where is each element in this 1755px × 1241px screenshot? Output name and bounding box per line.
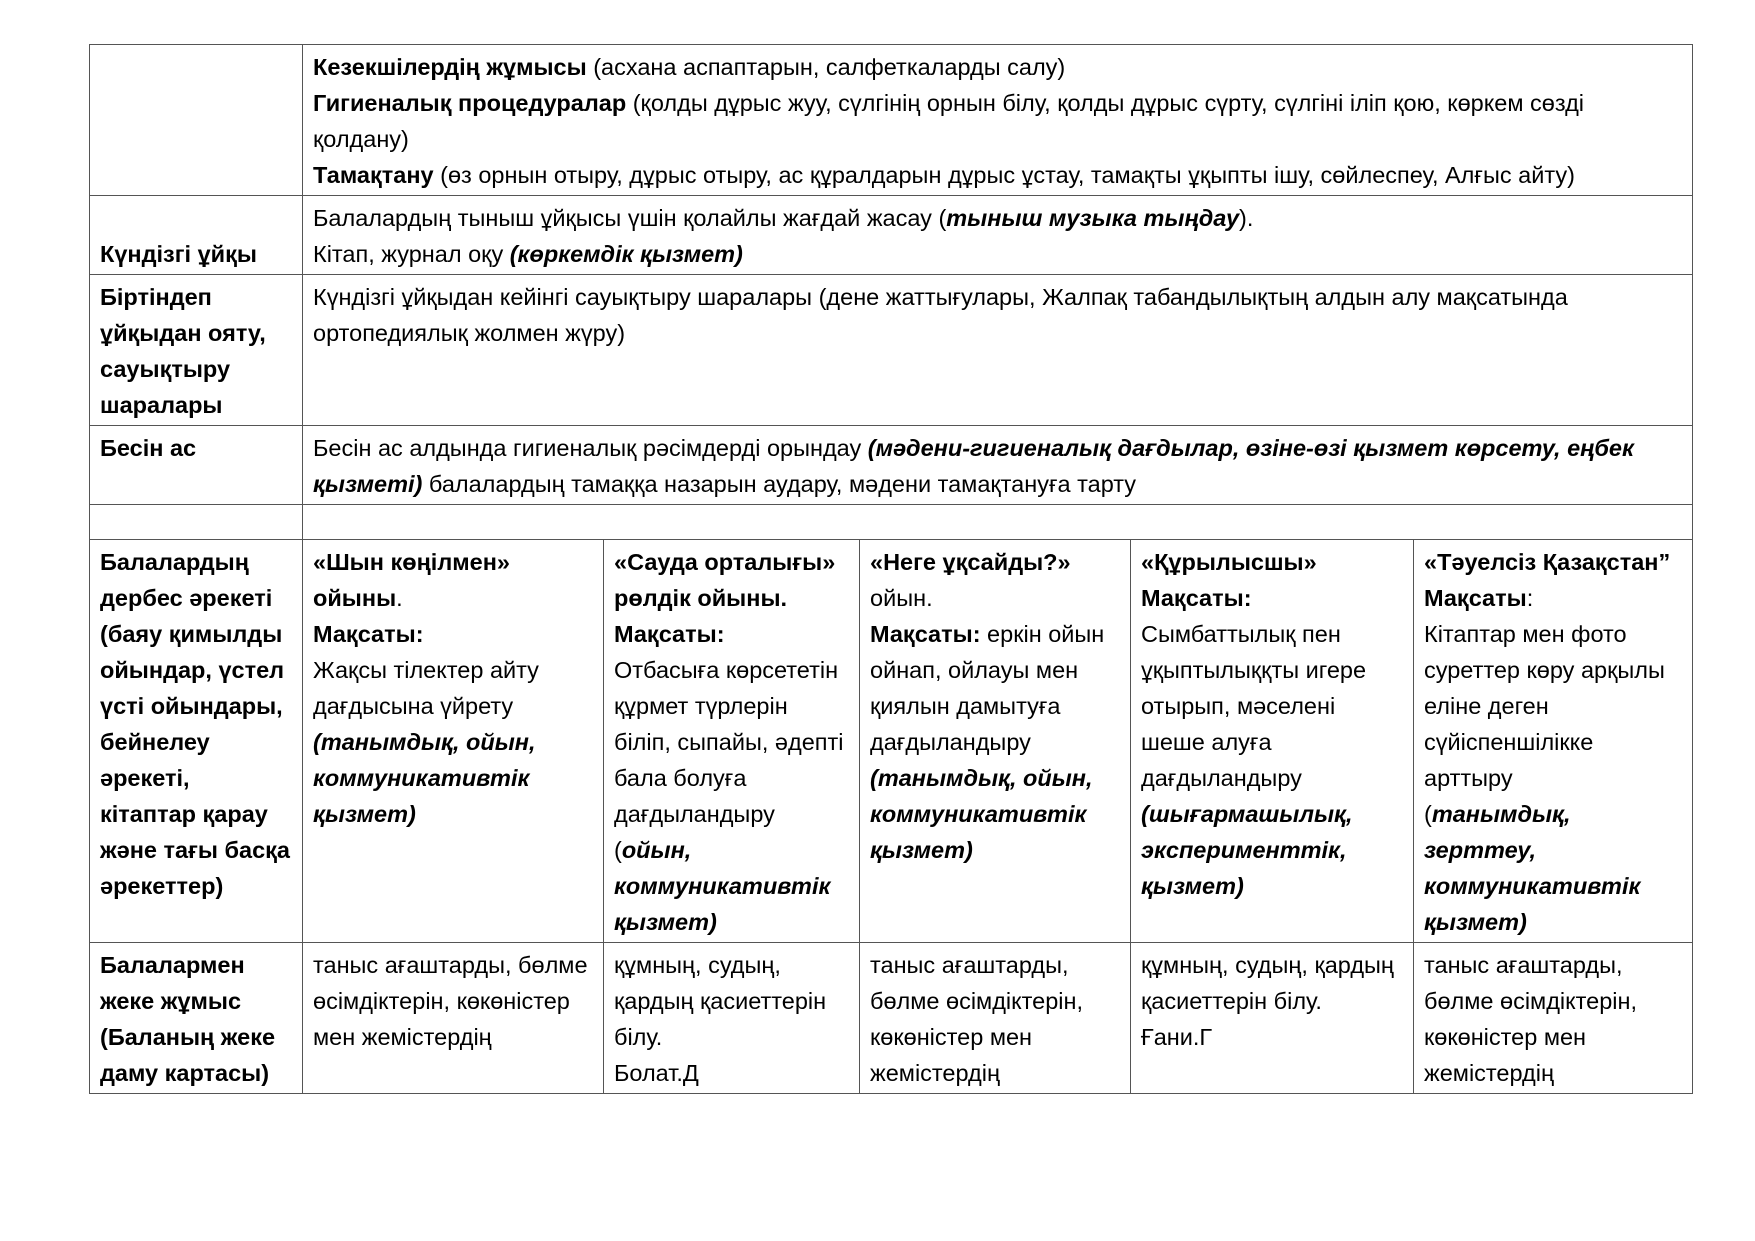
goal-label: Мақсаты: [870, 621, 981, 647]
goal-text: Жақсы тілектер айту дағдысына үйрету [313, 657, 539, 719]
activity-day-3 [860, 540, 1131, 943]
goal-label: Мақсаты: [614, 621, 725, 647]
individual-day-5: таныс ағаштарды, бөлме өсімдіктерін, көкөністер мен жемістердің [1414, 943, 1693, 1094]
meal-content [303, 45, 1693, 196]
activity-day-5 [1414, 540, 1693, 943]
goal-text: еркін ойын ойнап, ойлауы мен қиялын дамытуға дағдыландыру [870, 621, 1105, 755]
wakeup-label: Біртіндеп ұйқыдан ояту, сауықтыру шаралары [90, 275, 303, 426]
sleep-content [303, 196, 1693, 275]
individual-label: Балалармен жеке жұмыс (Баланың жеке даму картасы) [90, 943, 303, 1094]
goal-label: Мақсаты: [313, 621, 424, 647]
sleep-line2-text: Кітап, журнал оқу [313, 241, 510, 267]
individual-text: құмның, судың, қардың қасиеттерін білу. [614, 952, 827, 1050]
schedule-table [89, 44, 1693, 1094]
child-name: Болат.Д [614, 1060, 699, 1086]
meal-row [90, 45, 1693, 196]
activity-type: (шығармашылық, эксперименттік, қызмет) [1141, 801, 1353, 899]
goal-label: Мақсаты [1424, 585, 1527, 611]
activity-type-open: ( [1424, 801, 1432, 827]
empty-row [90, 505, 1693, 540]
activity-type: ойын, коммуникативтік қызмет) [614, 837, 831, 935]
empty-cell [90, 505, 303, 540]
snack-em: (мәдени-гигиеналық дағдылар, өзіне-өзі қызмет көрсету, еңбек қызметі) [313, 435, 1634, 497]
sleep-label: Күндізгі ұйқы [90, 196, 303, 275]
goal-text: Отбасыға көрсететін құрмет түрлерін біліп, сыпайы, әдепті бала болуға дағдыландыру [614, 657, 844, 827]
activity-row [90, 540, 1693, 943]
individual-text: құмның, судың, қардың қасиеттерін білу. [1141, 952, 1394, 1014]
activity-day-2 [604, 540, 860, 943]
eating-text: (өз орнын отыру, дұрыс отыру, ас құралдарын дұрыс ұстау, тамақты ұқыпты ішу, сөйлеспеу, Алғыс айту) [433, 162, 1575, 188]
sleep-line1-text: Балалардың тыныш ұйқысы үшін қолайлы жағдай жасау ( [313, 205, 947, 231]
activity-title: «Шын көңілмен» ойыны [313, 549, 510, 611]
activity-title-suffix: ойын. [870, 585, 933, 611]
activity-type: (танымдық, ойын, коммуникативтік қызмет) [313, 729, 536, 827]
activity-title: «Неге ұқсайды?» [870, 549, 1071, 575]
individual-row [90, 943, 1693, 1094]
activity-label: Балалардың дербес әрекеті (баяу қимылды ойындар, үстел үсті ойындары, бейнелеу әрекеті, кітаптар қарау және тағы басқа әрекеттер) [90, 540, 303, 943]
activity-type-open: ( [614, 837, 622, 863]
hygiene-title: Гигиеналық процедуралар [313, 90, 627, 116]
activity-title-suffix: . [396, 585, 403, 611]
meal-label [90, 45, 303, 196]
goal-text: Кітаптар мен фото суреттер көру арқылы еліне деген сүйіспеншілікке арттыру [1424, 621, 1665, 791]
wakeup-row [90, 275, 1693, 426]
activity-day-1 [303, 540, 604, 943]
snack-text1: Бесін ас алдында гигиеналық рәсімдерді орындау [313, 435, 868, 461]
individual-day-4 [1131, 943, 1414, 1094]
sleep-line1-em: тыныш музыка тыңдау [946, 205, 1240, 231]
snack-content [303, 426, 1693, 505]
empty-cell [303, 505, 1693, 540]
sleep-row [90, 196, 1693, 275]
snack-text2: балалардың тамаққа назарын аудару, мәдени тамақтануға тарту [422, 471, 1137, 497]
sleep-line1-end: ). [1239, 205, 1254, 231]
snack-row [90, 426, 1693, 505]
goal-colon: : [1526, 585, 1534, 611]
individual-day-3: таныс ағаштарды, бөлме өсімдіктерін, көкөністер мен жемістердің [860, 943, 1131, 1094]
eating-title: Тамақтану [313, 162, 434, 188]
duty-text: (асхана аспаптарын, салфеткаларды салу) [586, 54, 1066, 80]
goal-text: Сымбаттылық пен ұқыптылыққты игере отырып, мәселені шеше алуға дағдыландыру [1141, 621, 1367, 791]
duty-title: Кезекшілердің жұмысы [313, 54, 587, 80]
activity-title: «Сауда орталығы» рөлдік ойыны. [614, 549, 836, 611]
individual-day-1: таныс ағаштарды, бөлме өсімдіктерін, көкөністер мен жемістердің [303, 943, 604, 1094]
sleep-line2-em: (көркемдік қызмет) [509, 241, 743, 267]
activity-day-4 [1131, 540, 1414, 943]
activity-type: танымдық, зерттеу, коммуникативтік қызмет) [1424, 801, 1641, 935]
child-name: Ғани.Г [1141, 1024, 1213, 1050]
activity-type: (танымдық, ойын, коммуникативтік қызмет) [870, 765, 1093, 863]
goal-label: Мақсаты: [1141, 585, 1252, 611]
hygiene-text: (қолды дұрыс жуу, сүлгінің орнын білу, қолды дұрыс сүрту, сүлгіні іліп қою, көркем сөзді қолдану) [313, 90, 1585, 152]
activity-title: «Құрылысшы» [1141, 549, 1317, 575]
snack-label: Бесін ас [90, 426, 303, 505]
individual-day-2 [604, 943, 860, 1094]
wakeup-content: Күндізгі ұйқыдан кейінгі сауықтыру шаралары (дене жаттығулары, Жалпақ табандылықтың алдын алу мақсатында ортопедиялық жолмен жүру) [303, 275, 1693, 426]
activity-title: «Тәуелсіз Қазақстан” [1424, 549, 1671, 575]
